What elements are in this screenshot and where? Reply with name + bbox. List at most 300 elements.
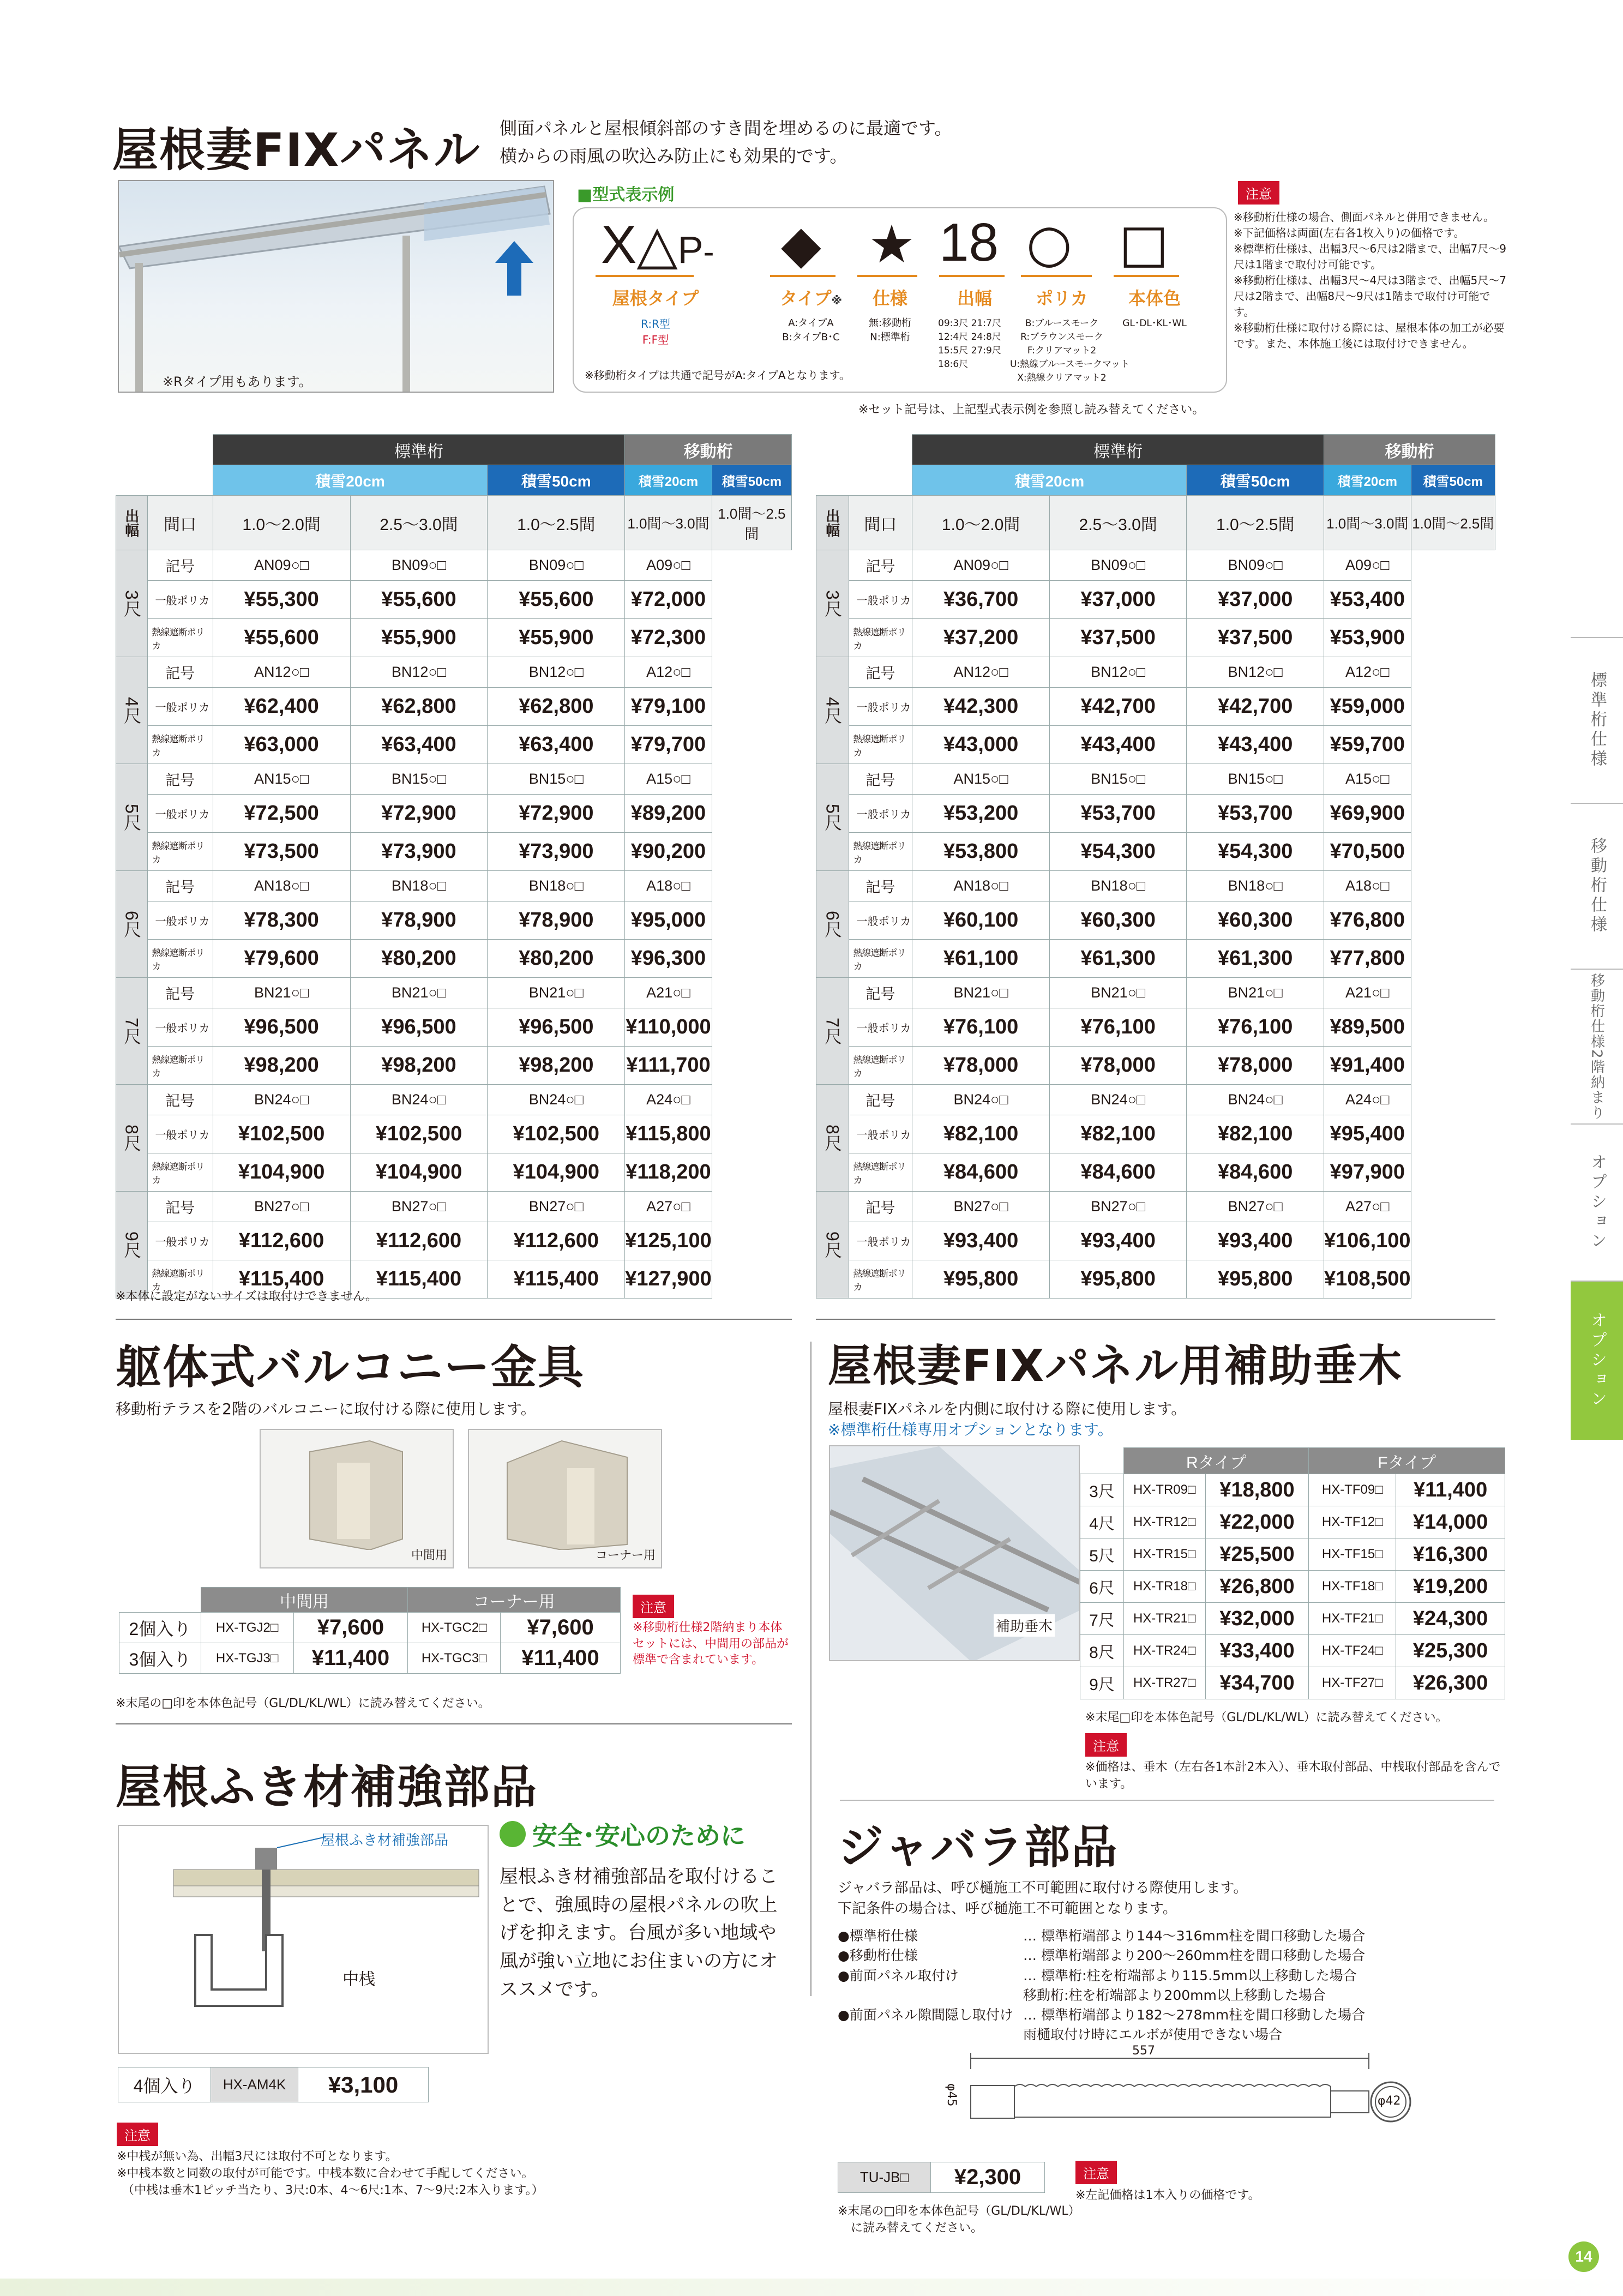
row-label-ippan: 一般ポリカ	[147, 1008, 213, 1047]
price-ippan: ¥78,900	[350, 901, 488, 940]
price-ippan: ¥78,300	[213, 901, 350, 940]
price-netsu: ¥37,500	[1187, 619, 1324, 657]
balcony-img-middle: 中間用	[260, 1429, 454, 1568]
price-netsu: ¥73,900	[488, 833, 625, 871]
price-netsu: ¥63,400	[350, 726, 488, 764]
group-span: 出幅 09:3尺 21:7尺 12:4尺 24:8尺 15:5尺 27:9尺 18:6尺	[938, 288, 1001, 370]
price-netsu: ¥127,900	[625, 1260, 712, 1299]
price-netsu: ¥53,800	[912, 833, 1050, 871]
row-label-ippan: 一般ポリカ	[147, 581, 213, 619]
row-label-ippan: 一般ポリカ	[849, 795, 912, 833]
price-netsu: ¥79,700	[625, 726, 712, 764]
row-label-ippan: 一般ポリカ	[147, 901, 213, 940]
fix-panel-desc: 側面パネルと屋根傾斜部のすき間を埋めるのに最適です。 横からの雨風の吹込み防止にも効果的です。	[500, 118, 952, 167]
span-size: 6尺	[116, 871, 148, 978]
balcony-title: 躯体式バルコニー金具	[116, 1341, 585, 1394]
price-netsu: ¥43,400	[1049, 726, 1187, 764]
price-netsu: ¥111,700	[625, 1047, 712, 1085]
row-label-netsu: 熱線遮断ポリカ	[147, 619, 213, 657]
price-ippan: ¥53,200	[912, 795, 1050, 833]
row-label-kigo: 記号	[147, 1085, 213, 1115]
product-code: A15○□	[625, 764, 712, 795]
model-foot: ※移動桁タイプは共通で記号がA:タイプAとなります。	[585, 369, 850, 382]
price-ippan: ¥76,100	[912, 1008, 1050, 1047]
price-netsu: ¥78,000	[1049, 1047, 1187, 1085]
jabara-desc: ジャバラ部品は、呼び樋施工不可範囲に取付ける際使用します。 下記条件の場合は、呼び樋施工不可範囲となります。	[838, 1880, 1248, 1917]
jabara-title: ジャバラ部品	[838, 1820, 1119, 1874]
price-netsu: ¥55,900	[350, 619, 488, 657]
price-ippan: ¥60,100	[912, 901, 1050, 940]
group-spec: 仕様 無:移動桁 N:標準桁	[868, 288, 912, 343]
row-label-kigo: 記号	[849, 1192, 912, 1222]
caution-top-text: ※移動桁仕様の場合、側面パネルと併用できません。 ※下記価格は両面(左右各1枚入り)の価格です。 ※標準桁仕様は、出幅3尺〜6尺は2階まで、出幅7尺〜9尺は1階まで取付け可能です。 ※移動桁仕様は、出幅3尺〜4尺は3階まで、出幅5尺〜7尺は2階まで、出幅8尺〜9尺は1階まで取付け可能です。 ※移動桁仕様に取付ける際には、屋根本体の加工が必要です。また、本体施工後には取付けできません。	[1234, 211, 1506, 350]
hojo-f-price: ¥26,300	[1396, 1667, 1505, 1699]
hojo-r-price: ¥32,000	[1205, 1603, 1309, 1635]
row-label-netsu: 熱線遮断ポリカ	[147, 1047, 213, 1085]
yane-desc: 屋根ふき材補強部品を取付けるこ とで、強風時の屋根パネルの吹上 げを抑えます。台風が多い地域や 風が強い立地にお住まいの方にオ ススメです。	[500, 1866, 778, 2000]
row-label-kigo: 記号	[147, 871, 213, 901]
product-code: BN27○□	[213, 1192, 350, 1222]
price-netsu: ¥98,200	[488, 1047, 625, 1085]
row-label-kigo: 記号	[147, 550, 213, 581]
product-code: A12○□	[1324, 657, 1411, 688]
price-ippan: ¥95,000	[625, 901, 712, 940]
row-label-kigo: 記号	[147, 1192, 213, 1222]
hojo-f-code: HX-TF27□	[1309, 1667, 1396, 1699]
price-ippan: ¥59,000	[1324, 688, 1411, 726]
hojo-r-price: ¥34,700	[1205, 1667, 1309, 1699]
product-code: BN09○□	[1187, 550, 1324, 581]
product-code: BN12○□	[1187, 657, 1324, 688]
hojo-r-price: ¥22,000	[1205, 1506, 1309, 1538]
hojo-f-code: HX-TF09□	[1309, 1474, 1396, 1506]
price-ippan: ¥93,400	[1049, 1222, 1187, 1260]
price-netsu: ¥63,400	[488, 726, 625, 764]
product-code: BN15○□	[488, 764, 625, 795]
yane-notes: ※中桟が無い為、出幅3尺には取付不可となります。 ※中桟本数と同数の取付が可能です。中桟本数に合わせて手配してください。 （中桟は垂木1ピッチ当たり、3尺:0本、4〜6尺:1本、7〜9尺:2本入ります。）	[117, 2150, 544, 2197]
price-netsu: ¥77,800	[1324, 940, 1411, 978]
price-netsu: ¥79,600	[213, 940, 350, 978]
price-ippan: ¥42,700	[1187, 688, 1324, 726]
price-netsu: ¥63,000	[213, 726, 350, 764]
row-label-ippan: 一般ポリカ	[147, 1222, 213, 1260]
price-netsu: ¥37,200	[912, 619, 1050, 657]
balcony-img-corner: コーナー用	[468, 1429, 662, 1568]
hojo-r-code: HX-TR21□	[1123, 1603, 1205, 1635]
price-ippan: ¥106,100	[1324, 1222, 1411, 1260]
caution-badge-yane: 注意	[117, 2123, 158, 2146]
row-label-netsu: 熱線遮断ポリカ	[849, 1153, 912, 1192]
product-code: BN21○□	[213, 978, 350, 1008]
caution-badge-jabara: 注意	[1075, 2161, 1117, 2184]
hojo-table: Rタイプ Fタイプ 3尺 HX-TR09□ ¥18,800 HX-TF09□ ¥11,400 4尺 HX-TR12□ ¥22,000 HX-TF12□ ¥14,000 5尺 HX-TR15□ ¥25,500 HX-TF15□ ¥16,300 6尺 HX-TR18□ ¥26,800 HX-TF18□ ¥19,200 7尺 HX-TR21□ ¥32,000 HX-TF21□ ¥24,300 8尺 HX-TR24□ ¥33,400 HX-TF24□ ¥25,300 9尺 HX-TR27□ ¥34,700 HX-TF27□ ¥26,300	[1080, 1447, 1505, 1699]
model-spec-symbol: ★	[868, 214, 916, 275]
span-size: 8尺	[816, 1085, 849, 1192]
product-code: BN24○□	[488, 1085, 625, 1115]
row-label-kigo: 記号	[849, 550, 912, 581]
product-code: AN18○□	[213, 871, 350, 901]
jabara-condition: ●移動桁仕様 … 標準桁端部より200〜260mm柱を間口移動した場合	[838, 1948, 1366, 1964]
price-ippan: ¥93,400	[912, 1222, 1050, 1260]
row-label-kigo: 記号	[147, 978, 213, 1008]
product-code: AN12○□	[213, 657, 350, 688]
row-label-ippan: 一般ポリカ	[849, 901, 912, 940]
row-label-ippan: 一般ポリカ	[147, 1115, 213, 1153]
side-tab-moving[interactable]: 移動桁仕様	[1571, 803, 1623, 969]
price-netsu: ¥43,000	[912, 726, 1050, 764]
price-netsu: ¥84,600	[1049, 1153, 1187, 1192]
price-ippan: ¥76,800	[1324, 901, 1411, 940]
price-netsu: ¥95,800	[912, 1260, 1050, 1299]
side-tab-standard[interactable]: 標準桁仕様	[1571, 637, 1623, 803]
price-ippan: ¥55,600	[488, 581, 625, 619]
side-tab-moving-2f[interactable]: 移動桁仕様2階納まり	[1571, 969, 1623, 1123]
product-code: BN24○□	[350, 1085, 488, 1115]
span-size: 4尺	[816, 657, 849, 764]
hojo-f-price: ¥19,200	[1396, 1571, 1505, 1603]
row-label-netsu: 熱線遮断ポリカ	[849, 940, 912, 978]
price-ippan: ¥82,100	[1187, 1115, 1324, 1153]
product-code: AN09○□	[912, 550, 1050, 581]
balcony-caution: ※移動桁仕様2階納まり本体セットには、中間用の部品が標準で含まれています。	[633, 1621, 789, 1667]
product-code: BN18○□	[488, 871, 625, 901]
row-label-ippan: 一般ポリカ	[849, 581, 912, 619]
product-code: A21○□	[1324, 978, 1411, 1008]
price-ippan: ¥72,000	[625, 581, 712, 619]
product-code: AN12○□	[912, 657, 1050, 688]
product-code: AN09○□	[213, 550, 350, 581]
fix-panel-photo	[118, 180, 554, 393]
page-number: 14	[1568, 2241, 1599, 2272]
hojo-f-price: ¥25,300	[1396, 1635, 1505, 1667]
price-ippan: ¥53,700	[1049, 795, 1187, 833]
row-label-netsu: 熱線遮断ポリカ	[147, 1153, 213, 1192]
jabara-price-table: TU-JB□ ¥2,300	[838, 2162, 1045, 2193]
group-polyca: ポリカ B:ブルースモーク R:ブラウンスモーク F:クリアマット2 U:熱線ブルースモークマット X:熱線クリアマット2	[1010, 288, 1130, 383]
price-netsu: ¥104,900	[488, 1153, 625, 1192]
price-ippan: ¥112,600	[488, 1222, 625, 1260]
photo-caption: ※Rタイプ用もあります。	[163, 374, 312, 389]
price-netsu: ¥95,800	[1049, 1260, 1187, 1299]
product-code: A21○□	[625, 978, 712, 1008]
hojo-title: 屋根妻FIXパネル用補助垂木	[828, 1341, 1403, 1391]
price-netsu: ¥108,500	[1324, 1260, 1411, 1299]
price-ippan: ¥37,000	[1187, 581, 1324, 619]
product-code: BN12○□	[350, 657, 488, 688]
price-netsu: ¥84,600	[1187, 1153, 1324, 1192]
price-netsu: ¥96,300	[625, 940, 712, 978]
price-ippan: ¥76,100	[1049, 1008, 1187, 1047]
span-size: 4尺	[116, 657, 148, 764]
product-code: BN09○□	[1049, 550, 1187, 581]
hojo-r-code: HX-TR09□	[1123, 1474, 1205, 1506]
span-size: 3尺	[116, 550, 148, 657]
product-code: A12○□	[625, 657, 712, 688]
row-label-kigo: 記号	[849, 1085, 912, 1115]
fix-panel-title: 屋根妻FIXパネル	[112, 123, 481, 177]
product-code: A18○□	[1324, 871, 1411, 901]
product-code: BN24○□	[1049, 1085, 1187, 1115]
price-ippan: ¥62,800	[488, 688, 625, 726]
product-code: A09○□	[1324, 550, 1411, 581]
jabara-condition: 移動桁:柱を桁端部より200mm以上移動した場合	[1023, 1987, 1326, 2003]
row-label-kigo: 記号	[849, 978, 912, 1008]
price-netsu: ¥97,900	[1324, 1153, 1411, 1192]
price-ippan: ¥42,700	[1049, 688, 1187, 726]
price-netsu: ¥61,300	[1049, 940, 1187, 978]
price-netsu: ¥91,400	[1324, 1047, 1411, 1085]
product-code: A15○□	[1324, 764, 1411, 795]
hojo-f-price: ¥16,300	[1396, 1538, 1505, 1571]
price-ippan: ¥110,000	[625, 1008, 712, 1047]
hojo-size: 8尺	[1080, 1635, 1124, 1667]
hojo-r-code: HX-TR12□	[1123, 1506, 1205, 1538]
price-netsu: ¥84,600	[912, 1153, 1050, 1192]
product-code: BN18○□	[350, 871, 488, 901]
price-ippan: ¥78,900	[488, 901, 625, 940]
yane-diagram: 屋根ふき材補強部品 中桟	[118, 1825, 489, 2054]
jabara-condition: ●前面パネル取付け … 標準桁:柱を桁端部より115.5mm以上移動した場合	[838, 1967, 1357, 1984]
hojo-desc2: ※標準桁仕様専用オプションとなります。	[828, 1421, 1113, 1439]
span-size: 7尺	[116, 978, 148, 1085]
price-netsu: ¥115,400	[213, 1260, 350, 1299]
product-code: BN24○□	[213, 1085, 350, 1115]
span-size: 9尺	[116, 1192, 148, 1299]
jabara-diagram: 557 φ45 φ42	[943, 2047, 1412, 2140]
price-netsu: ¥95,800	[1187, 1260, 1324, 1299]
price-netsu: ¥55,600	[213, 619, 350, 657]
price-ippan: ¥82,100	[1049, 1115, 1187, 1153]
price-ippan: ¥102,500	[350, 1115, 488, 1153]
f-price-table: 標準桁 移動桁 積雪20cm 積雪50cm 積雪20cm 積雪50cm 出幅 間口 1.0〜2.0間 2.5〜3.0間 1.0〜2.5間 1.0間〜3.0間 1.0間〜2.5間 3尺 記号 AN09○□ BN09○□ BN09○□ A09○□ 一般ポリカ ¥36,700 ¥37,000 ¥37,000 ¥53,400 熱線遮断ポリカ ¥37,200 ¥37,500 ¥37,500 ¥53,900 4尺 記号 AN12○□ BN12○□ BN12○□ A12○□ 一般ポリカ ¥42,300 ¥42,700 ¥42,700 ¥59,000 熱線遮断ポリカ ¥43,000 ¥43,400 ¥43,400 ¥59,700 5尺 記号 AN15○□ BN15○□ BN15○□ A15○□ 一般ポリカ ¥53,200 ¥53,700 ¥53,700 ¥69,900 熱線遮断ポリカ ¥53,800 ¥54,300 ¥54,300 ¥70,500 6尺 記号 AN18○□ BN18○□ BN18○□ A18○□ 一般ポリカ ¥60,100 ¥60,300 ¥60,300 ¥76,800 熱線遮断ポリカ ¥61,100 ¥61,300 ¥61,300 ¥77,800 7尺 記号 BN21○□ BN21○□ BN21○□ A21○□ 一般ポリカ ¥76,100 ¥76,100 ¥76,100 ¥89,500 熱線遮断ポリカ ¥78,000 ¥78,000 ¥78,000 ¥91,400 8尺 記号 BN24○□ BN24○□ BN24○□ A24○□ 一般ポリカ ¥82,100 ¥82,100 ¥82,100 ¥95,400 熱線遮断ポリカ ¥84,600 ¥84,600 ¥84,600 ¥97,900 9尺 記号 BN27○□ BN27○□ BN27○□ A27○□ 一般ポリカ ¥93,400 ¥93,400 ¥93,400 ¥106,100 熱線遮断ポリカ ¥95,800 ¥95,800 ¥95,800 ¥108,500	[816, 434, 1495, 1299]
span-size: 6尺	[816, 871, 849, 978]
model-span-code: 18	[939, 212, 999, 272]
price-netsu: ¥78,000	[1187, 1047, 1324, 1085]
price-ippan: ¥82,100	[912, 1115, 1050, 1153]
row-label-netsu: 熱線遮断ポリカ	[147, 726, 213, 764]
row-label-netsu: 熱線遮断ポリカ	[849, 833, 912, 871]
hojo-size: 6尺	[1080, 1571, 1124, 1603]
product-code: BN21○□	[912, 978, 1050, 1008]
hojo-r-price: ¥18,800	[1205, 1474, 1309, 1506]
product-code: BN15○□	[350, 764, 488, 795]
price-ippan: ¥96,500	[213, 1008, 350, 1047]
hojo-size: 9尺	[1080, 1667, 1124, 1699]
row-label-netsu: 熱線遮断ポリカ	[849, 1047, 912, 1085]
r-price-table: 標準桁 移動桁 積雪20cm 積雪50cm 積雪20cm 積雪50cm 出幅 間口 1.0〜2.0間 2.5〜3.0間 1.0〜2.5間 1.0間〜3.0間 1.0間〜2.5間 3尺 記号 AN09○□ BN09○□ BN09○□ A09○□ 一般ポリカ ¥55,300 ¥55,600 ¥55,600 ¥72,000 熱線遮断ポリカ ¥55,600 ¥55,900 ¥55,900 ¥72,300 4尺 記号 AN12○□ BN12○□ BN12○□ A12○□ 一般ポリカ ¥62,400 ¥62,800 ¥62,800 ¥79,100 熱線遮断ポリカ ¥63,000 ¥63,400 ¥63,400 ¥79,700 5尺 記号 AN15○□ BN15○□ BN15○□ A15○□ 一般ポリカ ¥72,500 ¥72,900 ¥72,900 ¥89,200 熱線遮断ポリカ ¥73,500 ¥73,900 ¥73,900 ¥90,200 6尺 記号 AN18○□ BN18○□ BN18○□ A18○□ 一般ポリカ ¥78,300 ¥78,900 ¥78,900 ¥95,000 熱線遮断ポリカ ¥79,600 ¥80,200 ¥80,200 ¥96,300 7尺 記号 BN21○□ BN21○□ BN21○□ A21○□ 一般ポリカ ¥96,500 ¥96,500 ¥96,500 ¥110,000 熱線遮断ポリカ ¥98,200 ¥98,200 ¥98,200 ¥111,700 8尺 記号 BN24○□ BN24○□ BN24○□ A24○□ 一般ポリカ ¥102,500 ¥102,500 ¥102,500 ¥115,800 熱線遮断ポリカ ¥104,900 ¥104,900 ¥104,900 ¥118,200 9尺 記号 BN27○□ BN27○□ BN27○□ A27○□ 一般ポリカ ¥112,600 ¥112,600 ¥112,600 ¥125,100 熱線遮断ポリカ ¥115,400 ¥115,400 ¥115,400 ¥127,900	[116, 434, 792, 1299]
hojo-f-code: HX-TF15□	[1309, 1538, 1396, 1571]
yane-price-table: 4個入り HX-AM4K ¥3,100	[118, 2067, 429, 2102]
product-code: BN27○□	[912, 1192, 1050, 1222]
table-note: ※本体に設定がないサイズは取付けできません。	[116, 1290, 377, 1303]
price-netsu: ¥54,300	[1187, 833, 1324, 871]
price-netsu: ¥90,200	[625, 833, 712, 871]
row-label-kigo: 記号	[849, 764, 912, 795]
price-ippan: ¥125,100	[625, 1222, 712, 1260]
price-ippan: ¥53,700	[1187, 795, 1324, 833]
price-netsu: ¥53,900	[1324, 619, 1411, 657]
product-code: BN27○□	[350, 1192, 488, 1222]
group-roof-type: 屋根タイプ R:R型 F:F型	[612, 288, 699, 346]
price-ippan: ¥89,200	[625, 795, 712, 833]
price-ippan: ¥69,900	[1324, 795, 1411, 833]
price-ippan: ¥60,300	[1049, 901, 1187, 940]
hojo-size: 3尺	[1080, 1474, 1124, 1506]
product-code: BN12○□	[488, 657, 625, 688]
hojo-f-price: ¥11,400	[1396, 1474, 1505, 1506]
span-size: 5尺	[116, 764, 148, 871]
price-ippan: ¥112,600	[350, 1222, 488, 1260]
product-code: A27○□	[1324, 1192, 1411, 1222]
price-netsu: ¥59,700	[1324, 726, 1411, 764]
price-ippan: ¥55,600	[350, 581, 488, 619]
price-ippan: ¥76,100	[1187, 1008, 1324, 1047]
span-size: 9尺	[816, 1192, 849, 1299]
price-netsu: ¥43,400	[1187, 726, 1324, 764]
hojo-r-price: ¥26,800	[1205, 1571, 1309, 1603]
price-netsu: ¥78,000	[912, 1047, 1050, 1085]
row-label-kigo: 記号	[147, 764, 213, 795]
product-code: A24○□	[625, 1085, 712, 1115]
jabara-condition: ●標準桁仕様 … 標準桁端部より144〜316mm柱を間口移動した場合	[838, 1928, 1366, 1944]
balcony-desc: 移動桁テラスを2階のバルコニーに取付ける際に使用します。	[116, 1400, 536, 1418]
price-ippan: ¥62,800	[350, 688, 488, 726]
model-polyca-symbol: ○	[1026, 213, 1072, 274]
row-label-ippan: 一般ポリカ	[849, 1115, 912, 1153]
span-size: 5尺	[816, 764, 849, 871]
side-tab-option-active[interactable]: オプション	[1571, 1281, 1623, 1440]
hojo-r-code: HX-TR27□	[1123, 1667, 1205, 1699]
model-color-symbol: □	[1119, 213, 1169, 274]
product-code: BN15○□	[1187, 764, 1324, 795]
span-size: 3尺	[816, 550, 849, 657]
product-code: A18○□	[625, 871, 712, 901]
hojo-r-code: HX-TR18□	[1123, 1571, 1205, 1603]
caution-badge-balcony: 注意	[633, 1595, 674, 1618]
side-tab-option[interactable]: オプション	[1571, 1123, 1623, 1281]
product-code: BN15○□	[1049, 764, 1187, 795]
price-ippan: ¥62,400	[213, 688, 350, 726]
model-code: X△P-	[601, 214, 714, 274]
model-type-symbol: ◆	[781, 214, 821, 275]
row-label-netsu: 熱線遮断ポリカ	[849, 726, 912, 764]
row-label-netsu: 熱線遮断ポリカ	[849, 1260, 912, 1299]
jabara-condition: ●前面パネル隙間隠し取付け … 標準桁端部より182〜278mm柱を間口移動した場合	[838, 2007, 1366, 2023]
product-code: BN18○□	[1049, 871, 1187, 901]
balcony-table: 中間用 コーナー用 2個入り HX-TGJ2□ ¥7,600 HX-TGC2□ ¥7,600 3個入り HX-TGJ3□ ¥11,400 HX-TGC3□ ¥11,400	[119, 1587, 621, 1674]
product-code: AN15○□	[912, 764, 1050, 795]
hojo-f-price: ¥24,300	[1396, 1603, 1505, 1635]
yane-title: 屋根ふき材補強部品	[116, 1760, 538, 1814]
row-label-ippan: 一般ポリカ	[849, 1222, 912, 1260]
price-ippan: ¥72,900	[350, 795, 488, 833]
row-label-ippan: 一般ポリカ	[849, 688, 912, 726]
product-code: BN09○□	[488, 550, 625, 581]
price-netsu: ¥73,900	[350, 833, 488, 871]
price-netsu: ¥54,300	[1049, 833, 1187, 871]
hojo-f-code: HX-TF21□	[1309, 1603, 1396, 1635]
caution-badge-hojo: 注意	[1085, 1733, 1127, 1757]
hojo-f-code: HX-TF24□	[1309, 1635, 1396, 1667]
price-ippan: ¥42,300	[912, 688, 1050, 726]
model-label: ■型式表示例	[577, 185, 675, 205]
product-code: BN24○□	[1187, 1085, 1324, 1115]
price-netsu: ¥61,100	[912, 940, 1050, 978]
green-dot-icon	[500, 1821, 526, 1847]
price-ippan: ¥102,500	[213, 1115, 350, 1153]
price-ippan: ¥72,900	[488, 795, 625, 833]
product-code: BN21○□	[1049, 978, 1187, 1008]
product-code: A27○□	[625, 1192, 712, 1222]
price-ippan: ¥115,800	[625, 1115, 712, 1153]
price-ippan: ¥96,500	[488, 1008, 625, 1047]
price-ippan: ¥79,100	[625, 688, 712, 726]
product-code: A24○□	[1324, 1085, 1411, 1115]
price-netsu: ¥55,900	[488, 619, 625, 657]
product-code: BN09○□	[350, 550, 488, 581]
product-code: BN27○□	[1049, 1192, 1187, 1222]
hojo-r-code: HX-TR15□	[1123, 1538, 1205, 1571]
hojo-r-price: ¥33,400	[1205, 1635, 1309, 1667]
price-ippan: ¥102,500	[488, 1115, 625, 1153]
model-box	[573, 207, 1227, 393]
span-size: 7尺	[816, 978, 849, 1085]
price-netsu: ¥80,200	[350, 940, 488, 978]
price-ippan: ¥72,500	[213, 795, 350, 833]
price-netsu: ¥37,500	[1049, 619, 1187, 657]
price-netsu: ¥118,200	[625, 1153, 712, 1192]
row-label-kigo: 記号	[147, 657, 213, 688]
hojo-r-code: HX-TR24□	[1123, 1635, 1205, 1667]
product-code: BN24○□	[912, 1085, 1050, 1115]
row-label-netsu: 熱線遮断ポリカ	[849, 619, 912, 657]
group-color: 本体色 GL･DL･KL･WL	[1122, 288, 1187, 329]
row-label-ippan: 一般ポリカ	[147, 795, 213, 833]
jabara-foot: ※末尾の□印を本体色記号（GL/DL/KL/WL） に読み替えてください。	[838, 2204, 1080, 2235]
product-code: BN21○□	[350, 978, 488, 1008]
hojo-foot: ※末尾□印を本体色記号（GL/DL/KL/WL）に読み替えてください。	[1085, 1711, 1448, 1724]
hojo-size: 7尺	[1080, 1603, 1124, 1635]
price-ippan: ¥89,500	[1324, 1008, 1411, 1047]
price-ippan: ¥36,700	[912, 581, 1050, 619]
yane-sub: 安全･安心のために	[500, 1816, 746, 1852]
hojo-size: 4尺	[1080, 1506, 1124, 1538]
price-ippan: ¥95,400	[1324, 1115, 1411, 1153]
row-label-netsu: 熱線遮断ポリカ	[147, 1260, 213, 1299]
hojo-photo: 補助垂木	[829, 1445, 1080, 1661]
price-ippan: ¥53,400	[1324, 581, 1411, 619]
price-netsu: ¥115,400	[350, 1260, 488, 1299]
hojo-desc1: 屋根妻FIXパネルを内側に取付ける際に使用します。	[828, 1400, 1187, 1418]
price-ippan: ¥93,400	[1187, 1222, 1324, 1260]
price-netsu: ¥61,300	[1187, 940, 1324, 978]
price-netsu: ¥80,200	[488, 940, 625, 978]
product-code: BN21○□	[488, 978, 625, 1008]
product-code: AN18○□	[912, 871, 1050, 901]
hojo-f-code: HX-TF12□	[1309, 1506, 1396, 1538]
hojo-r-price: ¥25,500	[1205, 1538, 1309, 1571]
span-size: 8尺	[116, 1085, 148, 1192]
hojo-size: 5尺	[1080, 1538, 1124, 1571]
group-type: タイプ※ A:タイプA B:タイプB･C	[780, 288, 842, 343]
row-label-netsu: 熱線遮断ポリカ	[147, 940, 213, 978]
price-netsu: ¥72,300	[625, 619, 712, 657]
product-code: BN27○□	[1187, 1192, 1324, 1222]
product-code: AN15○□	[213, 764, 350, 795]
row-label-kigo: 記号	[849, 871, 912, 901]
price-ippan: ¥55,300	[213, 581, 350, 619]
product-code: A09○□	[625, 550, 712, 581]
